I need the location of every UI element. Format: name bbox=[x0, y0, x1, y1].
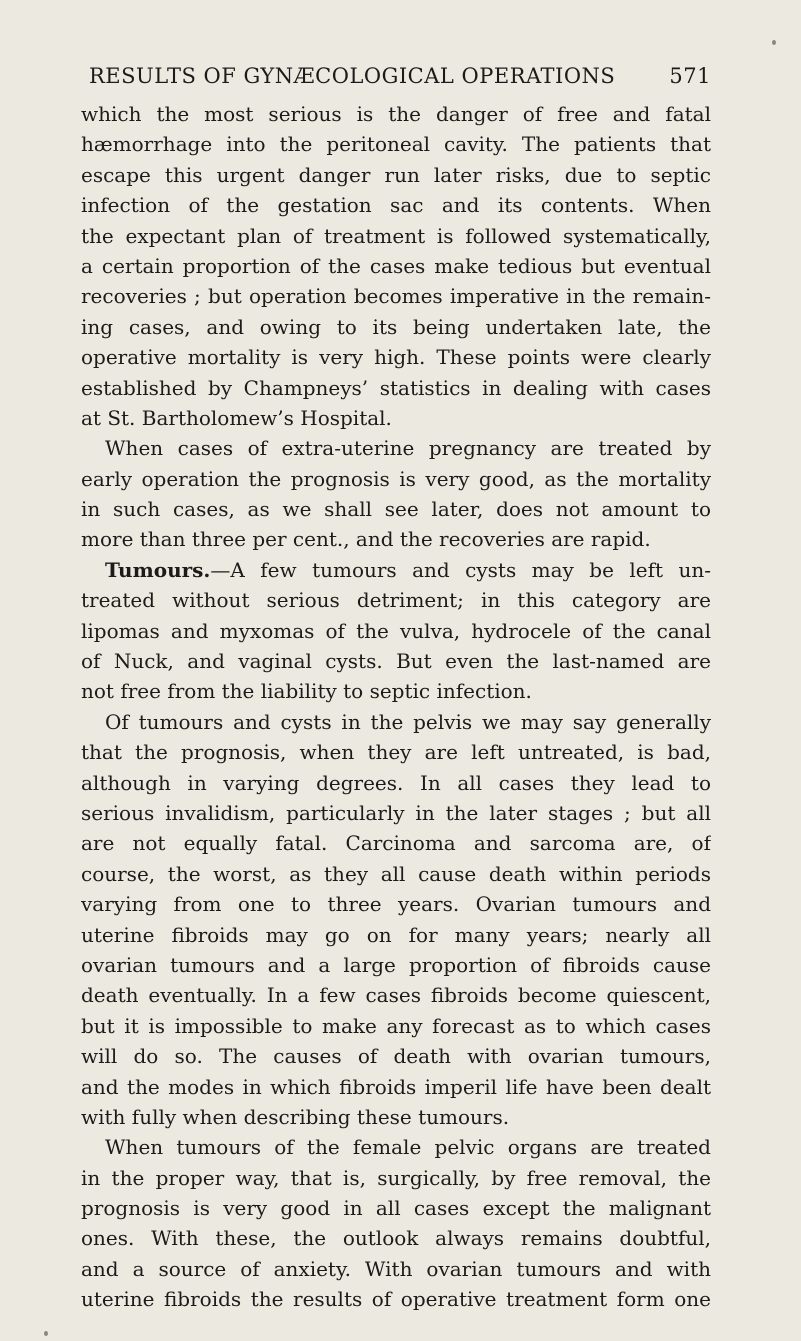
text-line: ovarian tumours and a large proportion of fibroids cause bbox=[81, 952, 711, 977]
section-heading-tumours: Tumours. bbox=[105, 557, 211, 582]
text-line: that the prognosis, when they are left untreated, is bad, bbox=[81, 740, 711, 765]
text-line: serious invalidism, particularly in the later stages ; but all bbox=[81, 800, 711, 825]
text-line: Of tumours and cysts in the pelvis we may say generally bbox=[105, 709, 711, 734]
text-line: When tumours of the female pelvic organs are treated bbox=[105, 1135, 711, 1160]
paper-speck bbox=[772, 40, 776, 45]
text-line: operative mortality is very high. These points were clearly bbox=[81, 345, 711, 370]
page-header bbox=[63, 60, 711, 92]
text-line: with fully when describing these tumours. bbox=[81, 1104, 510, 1129]
text-line-with-heading bbox=[81, 555, 711, 585]
text-line: not free from the liability to septic infection. bbox=[81, 679, 532, 704]
text-line: which the most serious is the danger of free and fatal bbox=[81, 102, 711, 126]
paper-speck bbox=[44, 1331, 48, 1336]
text-line: escape this urgent danger run later risks, due to septic bbox=[81, 162, 711, 187]
text-line: When cases of extra-uterine pregnancy are treated by bbox=[105, 436, 711, 461]
text-line: in such cases, as we shall see later, does not amount to bbox=[81, 497, 711, 522]
text-line: infection of the gestation sac and its contents. When bbox=[81, 193, 711, 218]
text-line: early operation the prognosis is very good, as the mortality bbox=[81, 466, 711, 491]
text-line: treated without serious detriment; in this category are bbox=[81, 588, 711, 613]
text-line: established by Champneys’ statistics in dealing with cases bbox=[81, 375, 711, 400]
body-text bbox=[81, 99, 711, 1315]
text-line: and a source of anxiety. With ovarian tumours and with bbox=[81, 1256, 711, 1281]
text-line-rest: —A few tumours and cysts may be left un- bbox=[210, 557, 711, 582]
text-line: more than three per cent., and the recoveries are rapid. bbox=[81, 527, 651, 552]
text-line: in the proper way, that is, surgically, by free removal, the bbox=[81, 1165, 711, 1190]
text-line: although in varying degrees. In all cases they lead to bbox=[81, 770, 711, 795]
text-line: ing cases, and owing to its being undertaken late, the bbox=[81, 314, 711, 339]
text-line: at St. Bartholomew’s Hospital. bbox=[81, 405, 392, 430]
text-line: lipomas and myxomas of the vulva, hydrocele of the canal bbox=[81, 618, 711, 643]
text-line: prognosis is very good in all cases except the malignant bbox=[81, 1196, 711, 1221]
text-line: ones. With these, the outlook always remains doubtful, bbox=[81, 1226, 711, 1251]
running-title: RESULTS OF GYNÆCOLOGICAL OPERATIONS bbox=[89, 64, 616, 88]
text-line: will do so. The causes of death with ovarian tumours, bbox=[81, 1044, 711, 1069]
text-line: hæmorrhage into the peritoneal cavity. The patients that bbox=[81, 132, 711, 157]
text-line: varying from one to three years. Ovarian tumours and bbox=[81, 892, 711, 917]
text-line: a certain proportion of the cases make tedious but eventual bbox=[81, 253, 711, 278]
text-line: recoveries ; but operation becomes imperative in the remain- bbox=[81, 284, 711, 309]
text-line: but it is impossible to make any forecast as to which cases bbox=[81, 1013, 711, 1038]
text-line: course, the worst, as they all cause death within periods bbox=[81, 861, 711, 886]
text-line: and the modes in which fibroids imperil life have been dealt bbox=[81, 1074, 711, 1099]
text-line: of Nuck, and vaginal cysts. But even the last-named are bbox=[81, 649, 711, 674]
text-line: uterine fibroids may go on for many years; nearly all bbox=[81, 922, 711, 947]
text-line: the expectant plan of treatment is followed systematically, bbox=[81, 223, 711, 248]
text-line: are not equally fatal. Carcinoma and sarcoma are, of bbox=[81, 831, 711, 856]
page-number: 571 bbox=[669, 64, 711, 88]
text-line: death eventually. In a few cases fibroids become quiescent, bbox=[81, 983, 711, 1008]
text-line: uterine fibroids the results of operative treatment form one bbox=[81, 1287, 711, 1312]
